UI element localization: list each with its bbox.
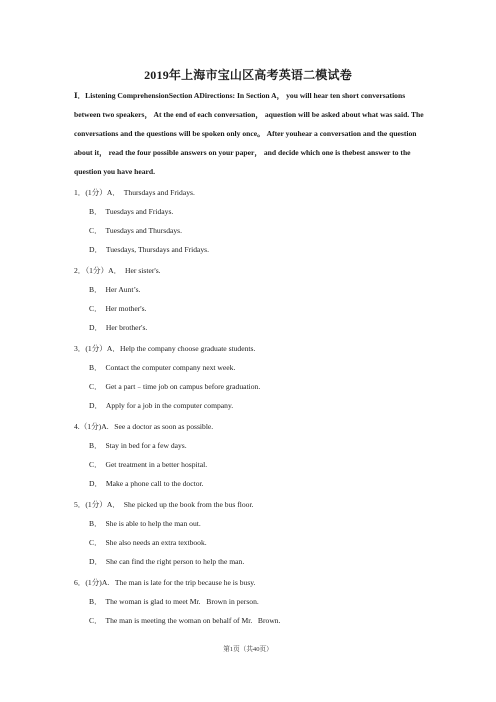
question-5-option-d: D． She can find the right person to help the man. (89, 557, 245, 566)
question-1-option-b: B． Tuesdays and Fridays. (89, 207, 174, 216)
question-2-option-d: D． Her brother's. (89, 323, 148, 332)
question-6-option-c: C． The man is meeting the woman on behalf of Mr. Brown. (89, 616, 281, 625)
question-1-option-d: D． Tuesdays, Thursdays and Fridays. (89, 245, 210, 254)
question-4-option-b: B． Stay in bed for a few days. (89, 441, 187, 450)
question-3-head: 3．(1分）A．Help the company choose graduate students. (74, 344, 256, 353)
question-2-option-c: C． Her mother's. (89, 304, 147, 313)
question-5-head: 5．(1分）A． She picked up the book from the bus floor. (74, 500, 254, 509)
section-directions: Ⅰ．Listening ComprehensionSection ADirections: In Section A， you will hear ten short conversations between two speakers， At the end of each conversation， aquestion will be asked about what was said. The conversations and the questions will be spoken only once。 After youhear a conversation and the question about it， read the four possible answers on your paper， and decide which one is thebest answer to the question you have heard. (74, 91, 424, 176)
page-footer: 第1页（共40页） (223, 646, 273, 653)
question-1-head: 1．(1分）A． Thursdays and Fridays. (74, 188, 195, 197)
question-5-option-c: C． She also needs an extra textbook. (89, 538, 207, 547)
question-4-head: 4.（1分)A. See a doctor as soon as possible. (74, 422, 214, 431)
question-4-option-d: D． Make a phone call to the doctor. (89, 479, 204, 488)
question-2-head: 2．（1分）A． Her sister's. (74, 266, 161, 275)
question-3-option-d: D． Apply for a job in the computer company. (89, 401, 234, 410)
question-2-option-b: B． Her Aunt’s. (89, 285, 141, 294)
question-5-option-b: B． She is able to help the man out. (89, 519, 201, 528)
question-6-option-b: B． The woman is glad to meet Mr. Brown in person. (89, 597, 259, 606)
question-3-option-c: C． Get a part﹣time job on campus before graduation. (89, 382, 261, 391)
question-4-option-c: C． Get treatment in a better hospital. (89, 460, 208, 469)
question-6-head: 6．(1分)A. The man is late for the trip because he is busy. (74, 578, 256, 587)
page-title: 2019年上海市宝山区高考英语二模试卷 (144, 68, 352, 82)
question-3-option-b: B． Contact the computer company next week. (89, 363, 236, 372)
question-1-option-c: C． Tuesdays and Thursdays. (89, 226, 183, 235)
